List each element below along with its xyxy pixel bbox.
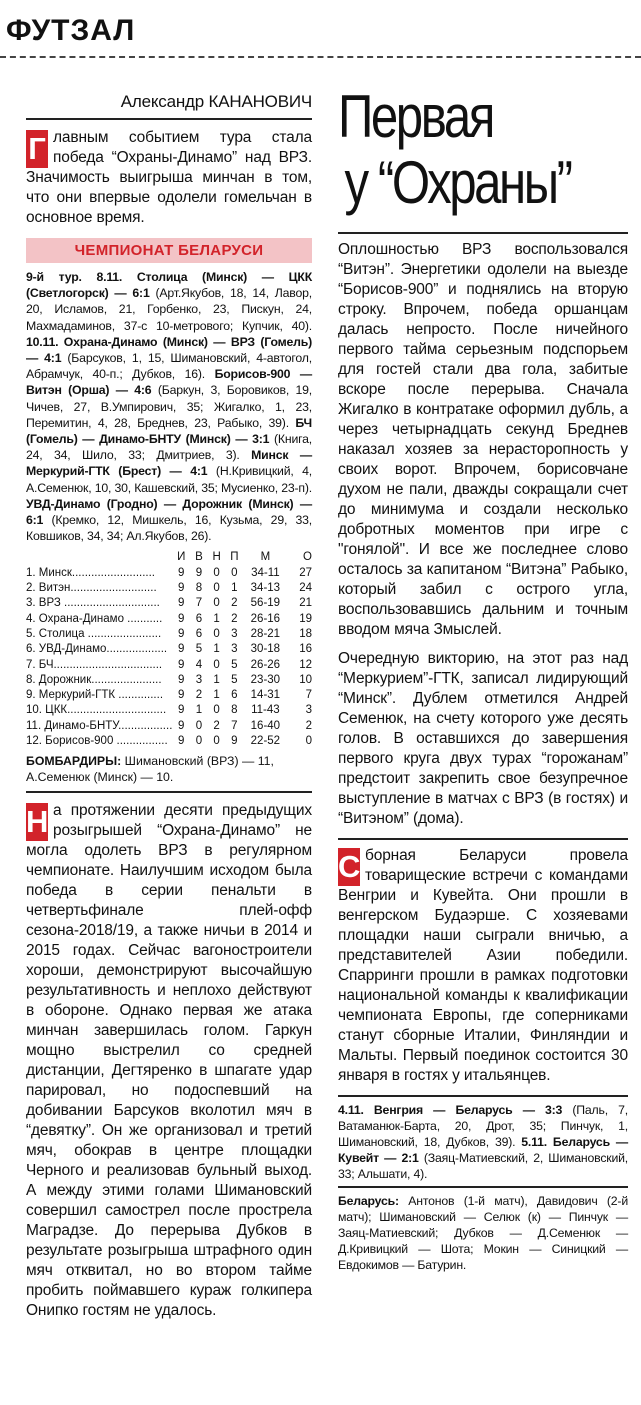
standings-losses: 9 [231,735,238,748]
national-results [338,1095,628,1182]
standings-draws: 1 [213,612,220,625]
standings-wins: 0 [195,735,203,748]
standings-points: 2 [305,719,312,732]
standings-points: 12 [299,658,312,671]
left-column [26,92,312,1321]
national-match-details: (Паль, 7, Ватаманюк-Барта, 20, Дрот, 35; Пинчук, 1, Шимановский, 18, Дубков, 39). [338,1103,628,1149]
standings-games: 9 [178,582,185,595]
standings-points: 19 [299,612,312,625]
standings-losses: 7 [231,719,238,732]
round-results [26,269,312,544]
standings-draws: 0 [213,704,220,717]
headline-divider [338,232,628,234]
standings-wins: 1 [195,704,203,717]
result-details: (Кремко, 12, Мишкель, 16, Кузьма, 29, 33, Ковшиков, 34, 34; Ал.Якубов, 26). [26,513,312,544]
standings-games: 9 [178,719,185,732]
standings-games: 9 [178,689,185,702]
standings-row [26,719,312,734]
standings-row [26,627,312,642]
standings-points: 27 [299,566,312,579]
national-match: 4.11. Венгрия — Беларусь — 3:3 [338,1103,563,1117]
standings-games: 9 [178,673,185,686]
standings-wins: 5 [195,643,203,656]
standings-header-wins: В [195,551,203,564]
standings-draws: 0 [213,597,220,610]
standings-points: 21 [299,597,312,610]
standings-wins: 0 [195,719,203,732]
standings-team: 6. УВД-Динамо................... [26,643,168,656]
standings-losses: 1 [231,582,238,595]
standings-losses: 0 [231,566,238,579]
standings-draws: 0 [213,735,220,748]
national-team-dropcap: С [338,849,361,884]
standings-goals: 23-30 [250,673,281,686]
standings-losses: 8 [231,704,238,717]
left-article-dropcap: Н [26,804,49,840]
right-paragraph-1: Оплошностью ВРЗ воспользовался “Витэн”. Энергетики одолели на выезде “Борисов-900” и поднялись на вторую строку. Впрочем, победа оршанцам далась непросто. После ничейного первого тайма серьезным подспорьем для гостей стали два гола, забитые вскоре после перерыва. Сначала Жигалко в контратаке оформил дубль, а через четырнадцать секунд Бреднев наказал хозяев за нерасторопность у своих ворот. Впрочем, борисовчане духом не пали, дважды сокращали счет до минимума и создали несколько добротных моментов при игре с "гонялой". И все же последнее слово осталось за капитаном “Витэна” Рабыко, который забил с острого угла, воспользовавшись дальним и точным вводом мяча Змыслей. [338,241,628,638]
standings-header-games: И [177,551,186,564]
national-team-text: борная Беларуси провела товарищеские встречи с командами Венгрии и Кувейта. Они прошли в венгерском Будаэрше. С хозяевами площадки наши сыграли вничью, а представителей Азии победили. Спарринги прошли в рамках подготовки национальной команды к квалификации чемпионата Европы, где соперниками станут сборные Италии, Финляндии и Мальты. Первый поединок состоится 30 января в гостях у итальянцев. [338,847,628,1084]
standings-games: 9 [178,643,185,656]
standings-losses: 5 [231,658,238,671]
standings-points: 18 [299,627,312,640]
standings-team: 7. БЧ.................................. [26,658,163,671]
standings-draws: 1 [213,643,220,656]
standings-games: 9 [178,704,185,717]
standings-goals: 30-18 [250,643,281,656]
standings-games: 9 [178,612,185,625]
result-match: Борисов-900 — Витэн (Орша) — 4:6 [26,367,312,398]
author-byline: Александр КАНАНОВИЧ [26,92,312,120]
standings-team: 2. Витэн........................... [26,582,157,595]
standings-row [26,642,312,657]
standings-losses: 2 [231,597,238,610]
roster-text: Антонов (1-й матч), Давидович (2-й матч); Шимановский — Селюк (к) — Пинчук — Заяц-Матиевский; Дубков — Д.Семенюк — Д.Кривицкий — Шота; Мокин — Синицкий — Евдокимов — Батурин. [338,1194,628,1272]
standings-wins: 9 [195,566,203,579]
standings-points: 0 [305,735,312,748]
national-roster [338,1186,628,1273]
standings-header-losses: П [230,551,239,564]
page-header [0,0,641,60]
roster-label: Беларусь: [338,1194,399,1208]
right-column [338,84,628,1273]
header-divider [0,56,641,58]
standings-team: 9. Меркурий-ГТК .............. [26,689,164,702]
standings-losses: 2 [231,612,238,625]
section-title: ФУТЗАЛ [6,14,136,47]
standings-games: 9 [178,627,185,640]
standings-team: 10. ЦКК............................... [26,704,167,717]
standings-games: 9 [178,566,185,579]
standings-goals: 28-21 [250,627,281,640]
top-scorers-label: БОМБАРДИРЫ: [26,754,122,769]
standings-goals: 22-52 [250,735,281,748]
result-details: (Баркун, 3, Боровиков, 19, Чичев, 27, В.Умпирович, 35; Жигалко, 1, 23, Перемитин, 4, 28, Бреднев, 23, Рабыко, 39). [26,383,312,430]
top-scorers [26,753,312,793]
national-team-divider [338,838,628,846]
headline-line1: Первая [338,83,493,150]
standings-header-draws: Н [212,551,221,564]
standings-goals: 56-19 [250,597,281,610]
result-match: 9-й тур. 8.11. Столица (Минск) — ЦКК (Светлогорск) — 6:1 [26,270,312,301]
standings-losses: 5 [231,673,238,686]
standings-row [26,734,312,749]
standings-wins: 2 [195,689,203,702]
standings-wins: 3 [195,673,203,686]
standings-draws: 1 [213,689,220,702]
standings-header-points: О [303,551,312,564]
standings-row [26,688,312,703]
headline-line2: у “Охраны” [344,149,571,216]
standings-goals: 16-40 [250,719,281,732]
standings-team: 11. Динамо-БНТУ................. [26,719,173,732]
standings-header-team [26,550,172,565]
standings-wins: 7 [195,597,203,610]
standings-team: 4. Охрана-Динамо ........... [26,612,163,625]
standings-draws: 0 [213,582,220,595]
left-article-text: а протяжении десяти предыдущих розыгрышей “Охрана-Динамо” не могла одолеть ВРЗ в регулярном чемпионате. Наилучшим исходом была победа в серии пенальти в четвертьфинале плей-офф сезона-2018/19, а также ничьи в 2014 и 2015 годах. Сейчас вагоностроители хороши, демонстрируют высочайшую результативность и неплохо действуют в обороне. Однако первая же атака минчан завершилась голом. Гаркун мощно выстрелил со средней дистанции, Дегтяренко в шпагате удар парировал, но подоспевший на добивании Барсуков вколотил мяч в “девятку”. Он же организовал и третий мяч, обокрав в центре площадки Черного и реализовав бульный выход. А между этими голами Шимановский совершил самострел после прострела Маградзе. До перерыва Дубков в результате розыгрыша штрафного один мяч отквитал, но во втором тайме пробить поймавшего кураж голкипера Онипко гостям не удалось. [26,802,312,1320]
national-match: 5.11. Беларусь — Кувейт — 2:1 [338,1135,628,1165]
standings-goals: 11-43 [251,704,280,717]
standings-header [26,550,312,565]
article-headline [338,84,625,216]
result-match: 10.11. Охрана-Динамо (Минск) — ВРЗ (Гомель) — 4:1 [26,334,312,366]
lead-dropcap: Г [26,130,48,168]
lead-text: лавным событием тура стала победа “Охраны-Динамо” над ВРЗ. Значимость выигрыша минчан в том, что они впервые одолели гомельчан в основное время. [26,129,312,226]
result-details: (Н.Кривицкий, 4, А.Семенюк, 10, 30, Кашевский, 35; Мусиенко, 23-п). [26,464,312,495]
standings-points: 3 [305,704,312,717]
standings-team: 8. Дорожник...................... [26,673,162,686]
standings-draws: 0 [213,566,220,579]
standings-row [26,581,312,596]
standings-wins: 8 [195,582,203,595]
standings-points: 16 [299,643,312,656]
standings-points: 10 [299,673,312,686]
national-match-details: (Заяц-Матиевский, 2, Шимановский, 33; Альшати, 4). [338,1151,628,1181]
standings-draws: 1 [213,673,220,686]
standings-points: 7 [305,689,312,702]
standings-games: 9 [178,597,185,610]
standings-losses: 3 [231,643,238,656]
standings-losses: 3 [231,627,238,640]
championship-heading: ЧЕМПИОНАТ БЕЛАРУСИ [26,238,312,263]
standings-wins: 4 [195,658,203,671]
result-match: УВД-Динамо (Гродно) — Дорожник (Минск) — 6:1 [26,496,312,528]
standings-row [26,703,312,718]
standings-points: 24 [299,582,312,595]
standings-goals: 26-16 [250,612,281,625]
standings-games: 9 [178,658,185,671]
standings-games: 9 [178,735,185,748]
standings-wins: 6 [195,627,203,640]
result-match: БЧ (Гомель) — Динамо-БНТУ (Минск) — 3:1 [26,415,312,447]
left-article-paragraph [26,801,312,1321]
standings-team: 1. Минск.......................... [26,566,155,579]
standings-row [26,596,312,611]
top-scorers-text: Шимановский (ВРЗ) — 11, А.Семенюк (Минск) — 10. [26,754,274,785]
standings-goals: 34-11 [251,566,280,579]
standings-table [26,550,312,749]
standings-draws: 2 [213,719,220,732]
standings-team: 3. ВРЗ .............................. [26,597,160,610]
national-team-paragraph [338,846,628,1086]
right-paragraph-2: Очередную викторию, на этот раз над “Меркурием”-ГТК, записал лидирующий “Минск”. Дублем отметился Андрей Семенюк, на счету которого уже десять голов. В оставшихся до завершения первого круга двух турах “горожанам” предстоит закрепить свое безупречное выступление в матчах с ВРЗ (в гостях) и “Витэном” (дома). [338,650,628,827]
standings-row [26,612,312,627]
standings-header-goals: М [260,551,271,564]
result-details: (Арт.Якубов, 18, 14, Лавор, 20, Исламов, 21, Горбенко, 23, Пискун, 24, Махмадаминов, 37-с 10-метрового; Купчик, 40). [26,286,312,333]
result-details: (Книга, 24, 34, Шило, 33; Дмитриев, 3). [26,432,312,463]
standings-goals: 14-31 [250,689,281,702]
standings-goals: 34-13 [250,582,281,595]
standings-goals: 26-26 [250,658,281,671]
standings-wins: 6 [195,612,203,625]
standings-losses: 6 [231,689,238,702]
lead-paragraph [26,128,312,228]
standings-row [26,658,312,673]
standings-row [26,566,312,581]
standings-team: 12. Борисов-900 ................ [26,735,168,748]
standings-draws: 0 [213,658,220,671]
standings-team: 5. Столица ....................... [26,627,162,640]
result-match: Минск — Меркурий-ГТК (Брест) — 4:1 [26,448,312,479]
standings-row [26,673,312,688]
standings-draws: 0 [213,627,220,640]
result-details: (Барсуков, 1, 15, Шимановский, 4-автогол, Абрамчук, 40-п.; Дубков, 16). [26,351,312,382]
